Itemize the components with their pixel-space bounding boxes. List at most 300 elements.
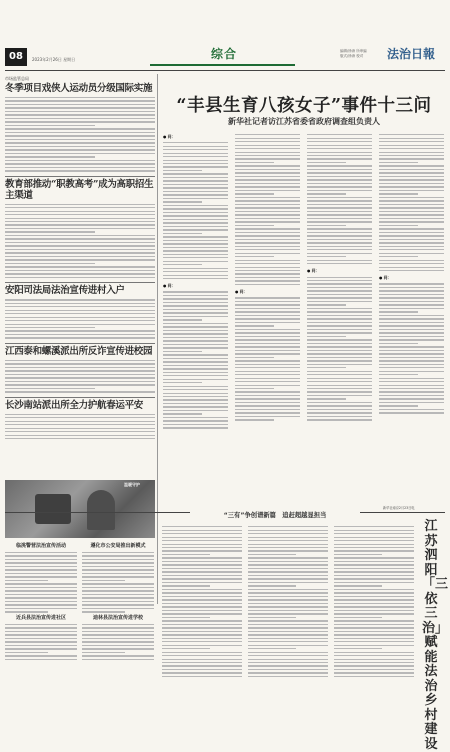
text-line — [163, 372, 228, 373]
text-line — [162, 634, 242, 635]
text-line — [163, 205, 228, 206]
text-line — [162, 669, 242, 670]
text-line — [307, 336, 346, 337]
text-line — [379, 165, 444, 166]
text-line — [334, 575, 414, 576]
text-line — [248, 540, 328, 541]
text-line — [82, 624, 154, 625]
text-line — [379, 225, 418, 226]
text-line — [5, 142, 155, 143]
text-line — [307, 183, 372, 184]
text-line — [379, 207, 444, 208]
text-line — [379, 378, 444, 379]
page-number: 08 — [5, 48, 27, 66]
vertical-headline[interactable]: 江苏泗阳「三依三治」赋能法治乡村建设 — [422, 519, 449, 752]
text-line — [307, 145, 372, 146]
text-line — [307, 165, 372, 166]
text-line — [163, 215, 228, 216]
text-line — [235, 232, 300, 233]
text-line — [379, 325, 444, 326]
text-line — [307, 357, 372, 358]
text-line — [163, 396, 228, 397]
text-line — [5, 576, 77, 577]
text-line — [82, 555, 154, 556]
story-headline[interactable]: 安阳司法局法治宣传进村入户 — [5, 285, 125, 297]
text-line — [163, 257, 228, 258]
text-line — [379, 346, 444, 347]
text-line — [235, 388, 274, 389]
text-line — [307, 364, 372, 365]
text-line — [5, 207, 155, 208]
text-line — [307, 280, 372, 281]
text-line — [163, 340, 228, 341]
text-line — [235, 405, 300, 406]
text-line — [248, 610, 328, 611]
article-text — [163, 142, 228, 279]
text-line — [379, 242, 444, 243]
text-line — [163, 247, 228, 248]
text-line — [163, 156, 228, 157]
text-line — [5, 566, 77, 567]
main-headline[interactable]: “丰县生育八孩女子”事件十三问 — [176, 96, 432, 116]
text-line — [235, 329, 300, 330]
text-line — [163, 236, 228, 237]
story-headline[interactable]: 教育部推动“职教高考”成为高职招生主渠道 — [5, 178, 154, 201]
text-line — [379, 253, 444, 254]
text-line — [163, 333, 228, 334]
text-line — [5, 224, 155, 225]
text-line — [307, 322, 372, 323]
text-line — [163, 177, 228, 178]
text-line — [5, 559, 77, 560]
text-line — [5, 104, 155, 105]
text-line — [82, 576, 154, 577]
text-line — [307, 311, 372, 312]
text-line — [163, 222, 228, 223]
text-line — [5, 252, 155, 253]
text-line — [235, 284, 300, 285]
text-line — [334, 589, 414, 590]
text-line — [235, 242, 300, 243]
bottom-story-headline[interactable]: 近兵县法治宣传进社区 — [15, 615, 66, 621]
text-line — [307, 148, 372, 149]
text-line — [379, 308, 444, 309]
article-column — [163, 132, 228, 433]
text-line — [334, 537, 414, 538]
text-line — [379, 357, 444, 358]
text-line — [163, 309, 228, 310]
text-line — [307, 318, 372, 319]
text-line — [5, 235, 155, 236]
text-line — [307, 409, 372, 410]
text-line — [162, 564, 242, 565]
text-line — [82, 634, 154, 635]
text-line — [379, 388, 444, 389]
text-line — [379, 364, 444, 365]
text-line — [163, 386, 228, 387]
text-line — [5, 659, 77, 660]
bottom-story — [82, 612, 154, 664]
article-text — [163, 291, 228, 428]
text-line — [5, 417, 155, 418]
text-line — [379, 294, 444, 295]
text-line — [5, 238, 155, 239]
text-line — [379, 183, 444, 184]
text-line — [307, 290, 372, 291]
text-line — [235, 152, 300, 153]
text-line — [5, 303, 155, 304]
text-line — [379, 332, 444, 333]
text-line — [5, 363, 155, 364]
text-line — [82, 594, 154, 595]
text-line — [307, 158, 372, 159]
text-line — [307, 138, 372, 139]
text-line — [307, 193, 346, 194]
story-headline[interactable]: 长沙南站派出所全力护航春运平安 — [5, 399, 144, 411]
text-line — [5, 324, 155, 325]
text-line — [235, 197, 300, 198]
text-line — [307, 360, 372, 361]
text-line — [334, 617, 382, 618]
text-line — [379, 141, 444, 142]
text-line — [334, 596, 414, 597]
text-line — [334, 641, 414, 642]
text-line — [5, 114, 155, 115]
text-line — [162, 540, 242, 541]
text-line — [248, 665, 328, 666]
text-line — [334, 550, 414, 551]
box-story-text — [334, 526, 414, 677]
text-line — [248, 620, 328, 621]
text-line — [334, 638, 414, 639]
text-line — [5, 153, 155, 154]
text-line — [248, 550, 328, 551]
text-line — [379, 193, 418, 194]
text-line — [235, 416, 300, 417]
text-line — [163, 399, 228, 400]
bottom-story-headline[interactable]: 临洮警营法治宣传活动 — [15, 543, 66, 549]
text-line — [334, 554, 382, 555]
text-line — [163, 295, 228, 296]
text-line — [307, 204, 372, 205]
text-line — [379, 162, 418, 163]
text-line — [235, 172, 300, 173]
text-line — [163, 382, 202, 383]
text-line — [379, 158, 444, 159]
text-line — [82, 645, 154, 646]
qa-subhead: ● 问： — [235, 289, 248, 295]
text-line — [162, 606, 242, 607]
text-line — [82, 573, 154, 574]
text-line — [235, 145, 300, 146]
text-line — [307, 395, 372, 396]
text-line — [307, 246, 372, 247]
text-line — [163, 233, 202, 234]
text-line — [248, 537, 328, 538]
text-line — [5, 256, 155, 257]
text-line — [235, 134, 300, 135]
text-line — [163, 406, 228, 407]
text-line — [5, 580, 48, 581]
text-line — [5, 330, 155, 331]
text-line — [5, 370, 155, 371]
qa-subhead: ● 问： — [163, 283, 176, 289]
text-line — [163, 337, 228, 338]
text-line — [379, 283, 444, 284]
text-line — [5, 135, 155, 136]
text-line — [82, 604, 154, 605]
text-line — [307, 371, 372, 372]
text-line — [5, 624, 77, 625]
text-line — [248, 676, 328, 677]
section-title: 综合 — [210, 47, 237, 61]
text-line — [334, 568, 414, 569]
text-line — [163, 191, 228, 192]
text-line — [163, 219, 228, 220]
photo-caption: 温暖守护 — [124, 482, 140, 487]
text-line — [162, 655, 242, 656]
text-line — [5, 414, 155, 415]
text-line — [163, 268, 228, 269]
text-line — [307, 218, 372, 219]
text-line — [379, 301, 444, 302]
text-line — [379, 211, 444, 212]
text-line — [163, 240, 228, 241]
text-line — [379, 329, 444, 330]
text-line — [307, 249, 372, 250]
bottom-story — [5, 612, 77, 664]
text-line — [235, 256, 274, 257]
text-line — [163, 201, 202, 202]
text-line — [163, 160, 228, 161]
text-line — [5, 231, 95, 232]
bottom-story-headline[interactable]: 遵化市公安局推出新模式 — [90, 543, 146, 549]
text-line — [162, 662, 242, 663]
text-line — [162, 631, 242, 632]
text-line — [334, 592, 414, 593]
bottom-story — [5, 540, 77, 617]
text-line — [379, 367, 444, 368]
text-line — [235, 211, 300, 212]
text-line — [82, 583, 154, 584]
text-line — [5, 132, 155, 133]
text-line — [5, 627, 77, 628]
text-line — [379, 260, 444, 261]
text-line — [248, 578, 328, 579]
text-line — [163, 410, 228, 411]
dateline: 新华社南京2月23日电 — [383, 506, 415, 510]
text-line — [379, 134, 444, 135]
story-headline[interactable]: 冬季项目戏侠人运动员分级国际实施 — [5, 83, 153, 94]
text-line — [5, 562, 77, 563]
text-line — [5, 360, 155, 361]
text-line — [248, 624, 328, 625]
text-line — [235, 343, 300, 344]
text-line — [162, 627, 242, 628]
feature-box-title[interactable]: “三有”争创谱新篇 追赶超越显担当 — [190, 510, 360, 519]
text-line — [5, 428, 155, 429]
text-line — [307, 155, 372, 156]
text-line — [334, 585, 382, 586]
article-text — [307, 277, 372, 421]
text-line — [235, 412, 300, 413]
article-column — [307, 132, 372, 425]
box-story-column — [334, 524, 414, 681]
story-divider — [5, 282, 155, 283]
text-line — [162, 592, 242, 593]
text-line — [162, 648, 210, 649]
text-line — [235, 190, 300, 191]
text-line — [235, 398, 300, 399]
text-line — [334, 547, 414, 548]
text-line — [334, 610, 414, 611]
text-line — [5, 638, 77, 639]
text-line — [5, 214, 155, 215]
text-line — [307, 398, 346, 399]
text-line — [235, 193, 274, 194]
text-line — [5, 313, 155, 314]
text-line — [162, 537, 242, 538]
text-line — [5, 266, 155, 267]
text-line — [379, 371, 444, 372]
text-line — [5, 146, 155, 147]
text-line — [163, 173, 228, 174]
text-line — [379, 360, 444, 361]
text-line — [82, 562, 154, 563]
text-line — [162, 533, 242, 534]
text-line — [307, 141, 372, 142]
text-line — [379, 381, 444, 382]
text-line — [162, 652, 242, 653]
story-text — [5, 97, 155, 172]
article-text — [307, 134, 372, 264]
text-line — [379, 263, 444, 264]
text-line — [379, 405, 418, 406]
text-line — [5, 374, 155, 375]
text-line — [379, 311, 418, 312]
text-line — [334, 648, 382, 649]
text-line — [235, 218, 300, 219]
text-line — [248, 575, 328, 576]
text-line — [162, 620, 242, 621]
text-line — [307, 325, 372, 326]
text-line — [163, 427, 228, 428]
text-line — [235, 357, 274, 358]
text-line — [235, 228, 300, 229]
text-line — [235, 246, 300, 247]
text-line — [163, 316, 228, 317]
text-line — [235, 322, 300, 323]
text-line — [379, 204, 444, 205]
text-line — [307, 301, 372, 302]
text-line — [5, 645, 77, 646]
text-line — [334, 659, 414, 660]
text-line — [163, 243, 228, 244]
text-line — [162, 578, 242, 579]
text-line — [235, 200, 300, 201]
text-line — [248, 617, 296, 618]
text-line — [163, 403, 228, 404]
text-line — [163, 187, 228, 188]
text-line — [379, 190, 444, 191]
text-line — [248, 571, 328, 572]
text-line — [334, 557, 414, 558]
story-headline[interactable]: 江西泰和螺溪派出所反诈宣传进校园 — [5, 345, 153, 357]
text-line — [163, 379, 228, 380]
text-line — [162, 582, 242, 583]
text-line — [379, 179, 444, 180]
text-line — [379, 235, 444, 236]
text-line — [82, 648, 154, 649]
text-line — [307, 329, 372, 330]
text-line — [163, 261, 228, 262]
text-line — [334, 564, 414, 565]
box-story-column — [162, 524, 242, 681]
text-line — [235, 179, 300, 180]
bottom-story — [82, 540, 154, 617]
text-line — [248, 662, 328, 663]
text-line — [235, 395, 300, 396]
text-line — [162, 544, 242, 545]
story-text — [5, 414, 155, 440]
text-line — [235, 364, 300, 365]
text-line — [5, 160, 155, 161]
article-column — [235, 132, 300, 425]
text-line — [307, 405, 372, 406]
text-line — [162, 645, 242, 646]
box-story-text — [248, 526, 328, 677]
story-text — [5, 360, 155, 393]
story-divider — [5, 397, 155, 398]
text-line — [163, 184, 228, 185]
text-line — [163, 368, 228, 369]
text-line — [235, 249, 300, 250]
bottom-story-headline[interactable]: 迪林县法治宣传进学校 — [92, 615, 143, 621]
text-line — [235, 158, 300, 159]
text-line — [334, 606, 414, 607]
text-line — [379, 287, 444, 288]
text-line — [82, 655, 154, 656]
text-line — [307, 242, 372, 243]
text-line — [163, 194, 228, 195]
text-line — [307, 235, 372, 236]
text-line — [334, 599, 414, 600]
bottom-story-text — [5, 624, 77, 660]
text-line — [82, 627, 154, 628]
text-line — [235, 138, 300, 139]
story-divider — [5, 176, 155, 177]
text-line — [307, 402, 372, 403]
text-line — [379, 169, 444, 170]
text-line — [163, 250, 228, 251]
bottom-story-text — [82, 552, 154, 613]
text-line — [248, 659, 328, 660]
text-line — [235, 325, 274, 326]
text-line — [5, 277, 155, 278]
text-line — [248, 652, 328, 653]
story-text — [5, 204, 155, 279]
text-line — [307, 308, 372, 309]
text-line — [5, 569, 77, 570]
text-line — [248, 547, 328, 548]
text-line — [5, 388, 95, 389]
text-line — [307, 391, 372, 392]
text-line — [379, 290, 444, 291]
text-line — [379, 172, 444, 173]
text-line — [82, 590, 154, 591]
text-line — [307, 221, 372, 222]
text-line — [162, 526, 242, 527]
